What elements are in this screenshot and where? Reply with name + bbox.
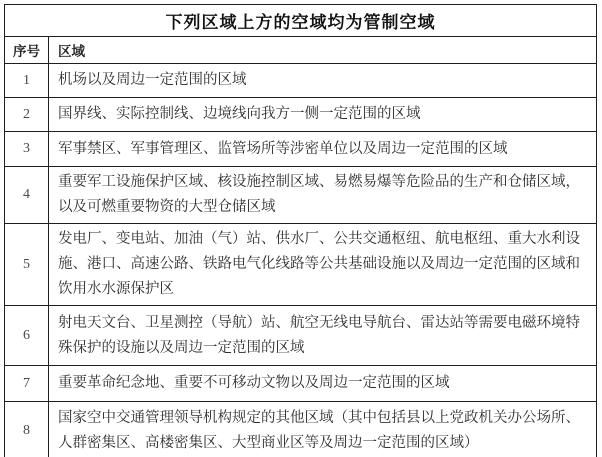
row-index: 1 — [5, 64, 49, 98]
row-index: 5 — [5, 224, 49, 306]
row-area-text: 机场以及周边一定范围的区域 — [49, 64, 597, 98]
table-title: 下列区域上方的空域均为管制空域 — [5, 5, 597, 37]
row-index: 6 — [5, 306, 49, 366]
table-row — [5, 167, 597, 224]
header-row — [5, 37, 597, 64]
row-area-text: 射电天文台、卫星测控（导航）站、航空无线电导航台、雷达站等需要电磁环境特殊保护的设施以及周边一定范围的区域 — [49, 306, 597, 366]
row-area-text: 军事禁区、军事管理区、监管场所等涉密单位以及周边一定范围的区域 — [49, 132, 597, 167]
row-area-text: 重要革命纪念地、重要不可移动文物以及周边一定范围的区域 — [49, 366, 597, 402]
row-index: 3 — [5, 132, 49, 167]
column-header-area: 区域 — [49, 37, 597, 64]
row-index: 8 — [5, 402, 49, 457]
column-header-index: 序号 — [5, 37, 49, 64]
table-row — [5, 366, 597, 402]
table-row — [5, 132, 597, 167]
table-row — [5, 98, 597, 132]
row-index: 7 — [5, 366, 49, 402]
title-row — [5, 5, 597, 37]
table-row — [5, 306, 597, 366]
row-area-text: 发电厂、变电站、加油（气）站、供水厂、公共交通枢纽、航电枢纽、重大水利设施、港口、高速公路、铁路电气化线路等公共基础设施以及周边一定范围的区域和饮用水水源保护区 — [49, 224, 597, 306]
table-row — [5, 402, 597, 457]
row-index: 4 — [5, 167, 49, 224]
row-area-text: 国界线、实际控制线、边境线向我方一侧一定范围的区域 — [49, 98, 597, 132]
controlled-airspace-table — [4, 4, 597, 457]
row-area-text: 国家空中交通管理领导机构规定的其他区域（其中包括县以上党政机关办公场所、人群密集区、高楼密集区、大型商业区等及周边一定范围的区域） — [49, 402, 597, 457]
row-index: 2 — [5, 98, 49, 132]
row-area-text: 重要军工设施保护区域、核设施控制区域、易燃易爆等危险品的生产和仓储区域，以及可燃重要物资的大型仓储区域 — [49, 167, 597, 224]
table-row — [5, 224, 597, 306]
table-row — [5, 64, 597, 98]
